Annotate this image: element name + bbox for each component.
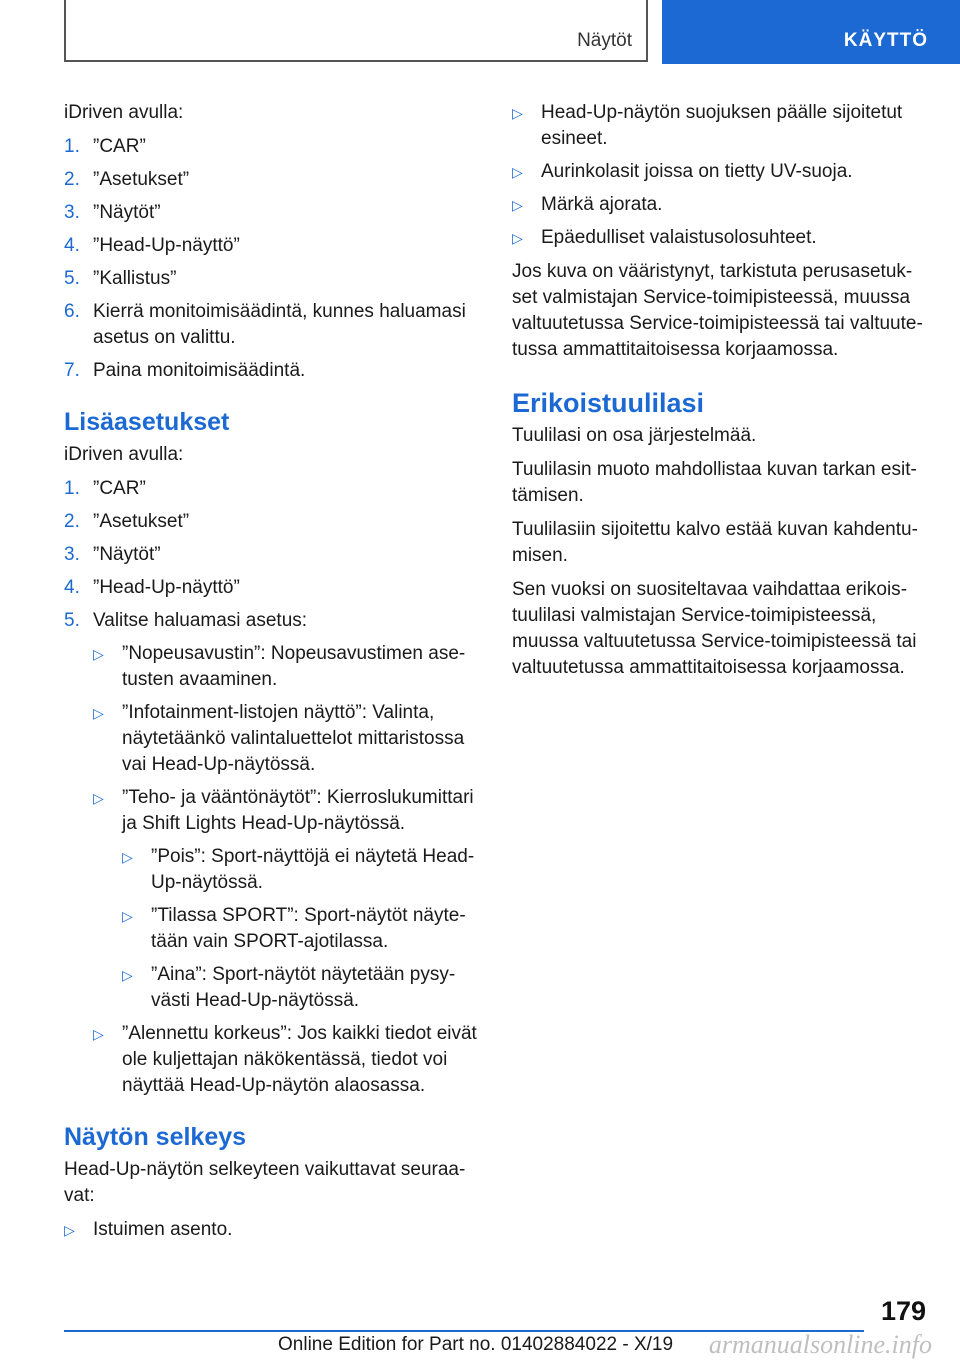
bullet-text: ”Aina”: Sport-näytöt näytetään pysyvästi Head-Up-näytössä. xyxy=(151,964,456,1011)
bullet-text: Istuimen asento. xyxy=(93,1219,233,1240)
list-item xyxy=(93,785,480,1014)
heading-erikoistuulilasi: Erikoistuulilasi xyxy=(512,388,705,418)
left-column xyxy=(64,100,480,1251)
step-text: Valitse haluamasi asetus: xyxy=(93,610,308,631)
step-text: ”Head-Up-näyttö” xyxy=(93,235,240,256)
list-item xyxy=(122,844,480,896)
step-number: 4. xyxy=(64,235,80,256)
step-number: 4. xyxy=(64,577,80,598)
triangle-right-icon: ▷ xyxy=(93,1026,104,1042)
paragraph-distortion: Jos kuva on vääristynyt, tarkistuta perusasetukset valmistajan Service-toimipisteessä, muussa valtuutetussa Service-toimipisteessä tai valtuutetussa ammattitaitoisessa korjaamossa. xyxy=(512,261,923,360)
step-number: 3. xyxy=(64,544,80,565)
header-section-title: Näytöt xyxy=(577,30,632,51)
intro-text: iDriven avulla: xyxy=(64,102,184,123)
triangle-right-icon: ▷ xyxy=(93,790,104,806)
right-column xyxy=(512,100,926,689)
step-text: Paina monitoimisäädintä. xyxy=(93,360,306,381)
selkeys-list-continued xyxy=(512,100,926,251)
step-number: 3. xyxy=(64,202,80,223)
triangle-right-icon: ▷ xyxy=(512,230,523,246)
step-text: ”Head-Up-näyttö” xyxy=(93,577,240,598)
watermark-logo: armanualsonline.info xyxy=(708,1330,932,1359)
step-number: 6. xyxy=(64,301,80,322)
bullet-text: ”Alennettu korkeus”: Jos kaikki tiedot eivät ole kuljettajan näkökentässä, tiedot voi näyttää Head-Up-näytön alaosassa. xyxy=(122,1023,477,1096)
bullet-text: Epäedulliset valaistusolosuhteet. xyxy=(541,227,817,248)
list-item xyxy=(122,962,480,1014)
paragraph: Tuulilasiin sijoitettu kalvo estää kuvan kahdentumisen. xyxy=(512,519,918,566)
triangle-right-icon: ▷ xyxy=(512,105,523,121)
triangle-right-icon: ▷ xyxy=(122,849,133,865)
bullet-text: ”Tilassa SPORT”: Sport-näytöt näytetään vain SPORT-ajotilassa. xyxy=(151,905,466,952)
step-text: ”Kallistus” xyxy=(93,268,177,289)
settings-sublist xyxy=(93,641,480,1099)
bullet-text: Head-Up-näytön suojuksen päälle sijoitetut esineet. xyxy=(541,102,903,149)
step-number: 2. xyxy=(64,511,80,532)
bullet-text: Aurinkolasit joissa on tietty UV-suoja. xyxy=(541,161,853,182)
triangle-right-icon: ▷ xyxy=(93,705,104,721)
list-item xyxy=(93,641,480,693)
step-text: ”Asetukset” xyxy=(93,511,190,532)
triangle-right-icon: ▷ xyxy=(122,908,133,924)
steps-list-2 xyxy=(64,476,480,1099)
intro-text-2: iDriven avulla: xyxy=(64,444,184,465)
list-item xyxy=(122,903,480,955)
triangle-right-icon: ▷ xyxy=(64,1222,75,1238)
list-item xyxy=(64,233,480,259)
header-chapter-box xyxy=(662,0,960,64)
list-item xyxy=(64,200,480,226)
step-number: 5. xyxy=(64,268,80,289)
list-item xyxy=(64,266,480,292)
bullet-text: ”Teho- ja vääntönäytöt”: Kierroslukumittari ja Shift Lights Head-Up-näytössä. xyxy=(122,787,474,834)
list-item xyxy=(93,1021,480,1099)
sport-display-sublist xyxy=(122,844,480,1014)
list-item xyxy=(512,192,926,218)
header-section-box xyxy=(64,0,648,62)
list-item xyxy=(93,700,480,778)
list-item xyxy=(64,575,480,601)
step-text: ”Asetukset” xyxy=(93,169,190,190)
list-item xyxy=(512,159,926,185)
header-chapter-title: KÄYTTÖ xyxy=(843,30,928,51)
step-number: 7. xyxy=(64,360,80,381)
list-item xyxy=(64,1217,480,1243)
bullet-text: ”Pois”: Sport-näyttöjä ei näytetä Head-Up-näytössä. xyxy=(151,846,475,893)
list-item xyxy=(64,509,480,535)
bullet-text: ”Nopeusavustin”: Nopeusavustimen asetusten avaaminen. xyxy=(122,643,466,690)
list-item xyxy=(64,608,480,1099)
triangle-right-icon: ▷ xyxy=(122,967,133,983)
paragraph: Sen vuoksi on suositeltavaa vaihdattaa erikoistuulilasi valmistajan Service-toimipisteessä, muussa valtuutetussa Service-toimipisteessä tai valtuutetussa ammattitaitoisessa korjaamossa. xyxy=(512,579,917,678)
heading-lisaasetukset: Lisäasetukset xyxy=(64,408,230,436)
steps-list-1 xyxy=(64,134,480,384)
heading-nayton-selkeys: Näytön selkeys xyxy=(64,1123,247,1151)
list-item xyxy=(64,134,480,160)
list-item xyxy=(64,476,480,502)
list-item xyxy=(64,542,480,568)
triangle-right-icon: ▷ xyxy=(93,646,104,662)
footer-edition: Online Edition for Part no. 01402884022 - X/19 xyxy=(278,1334,674,1355)
list-item xyxy=(512,100,926,152)
bullet-text: ”Infotainment-listojen näyttö”: Valinta, näytetäänkö valintaluettelot mittaristossa vai Head-Up-näytössä. xyxy=(122,702,465,775)
triangle-right-icon: ▷ xyxy=(512,164,523,180)
paragraph: Tuulilasin muoto mahdollistaa kuvan tarkan esittämisen. xyxy=(512,459,917,506)
list-item xyxy=(64,299,480,351)
step-number: 5. xyxy=(64,610,80,631)
step-text: Kierrä monitoimisäädintä, kunnes haluamasi asetus on valittu. xyxy=(93,301,466,348)
step-text: ”Näytöt” xyxy=(93,544,161,565)
selkeys-intro: Head-Up-näytön selkeyteen vaikuttavat seuraavat: xyxy=(64,1159,466,1206)
list-item xyxy=(64,167,480,193)
list-item xyxy=(512,225,926,251)
step-text: ”CAR” xyxy=(93,136,146,157)
step-text: ”Näytöt” xyxy=(93,202,161,223)
step-number: 2. xyxy=(64,169,80,190)
triangle-right-icon: ▷ xyxy=(512,197,523,213)
bullet-text: Märkä ajorata. xyxy=(541,194,663,215)
step-number: 1. xyxy=(64,136,80,157)
page-number: 179 xyxy=(880,1296,926,1326)
list-item xyxy=(64,358,480,384)
step-text: ”CAR” xyxy=(93,478,146,499)
paragraph: Tuulilasi on osa järjestelmää. xyxy=(512,425,757,446)
selkeys-list xyxy=(64,1217,480,1243)
step-number: 1. xyxy=(64,478,80,499)
